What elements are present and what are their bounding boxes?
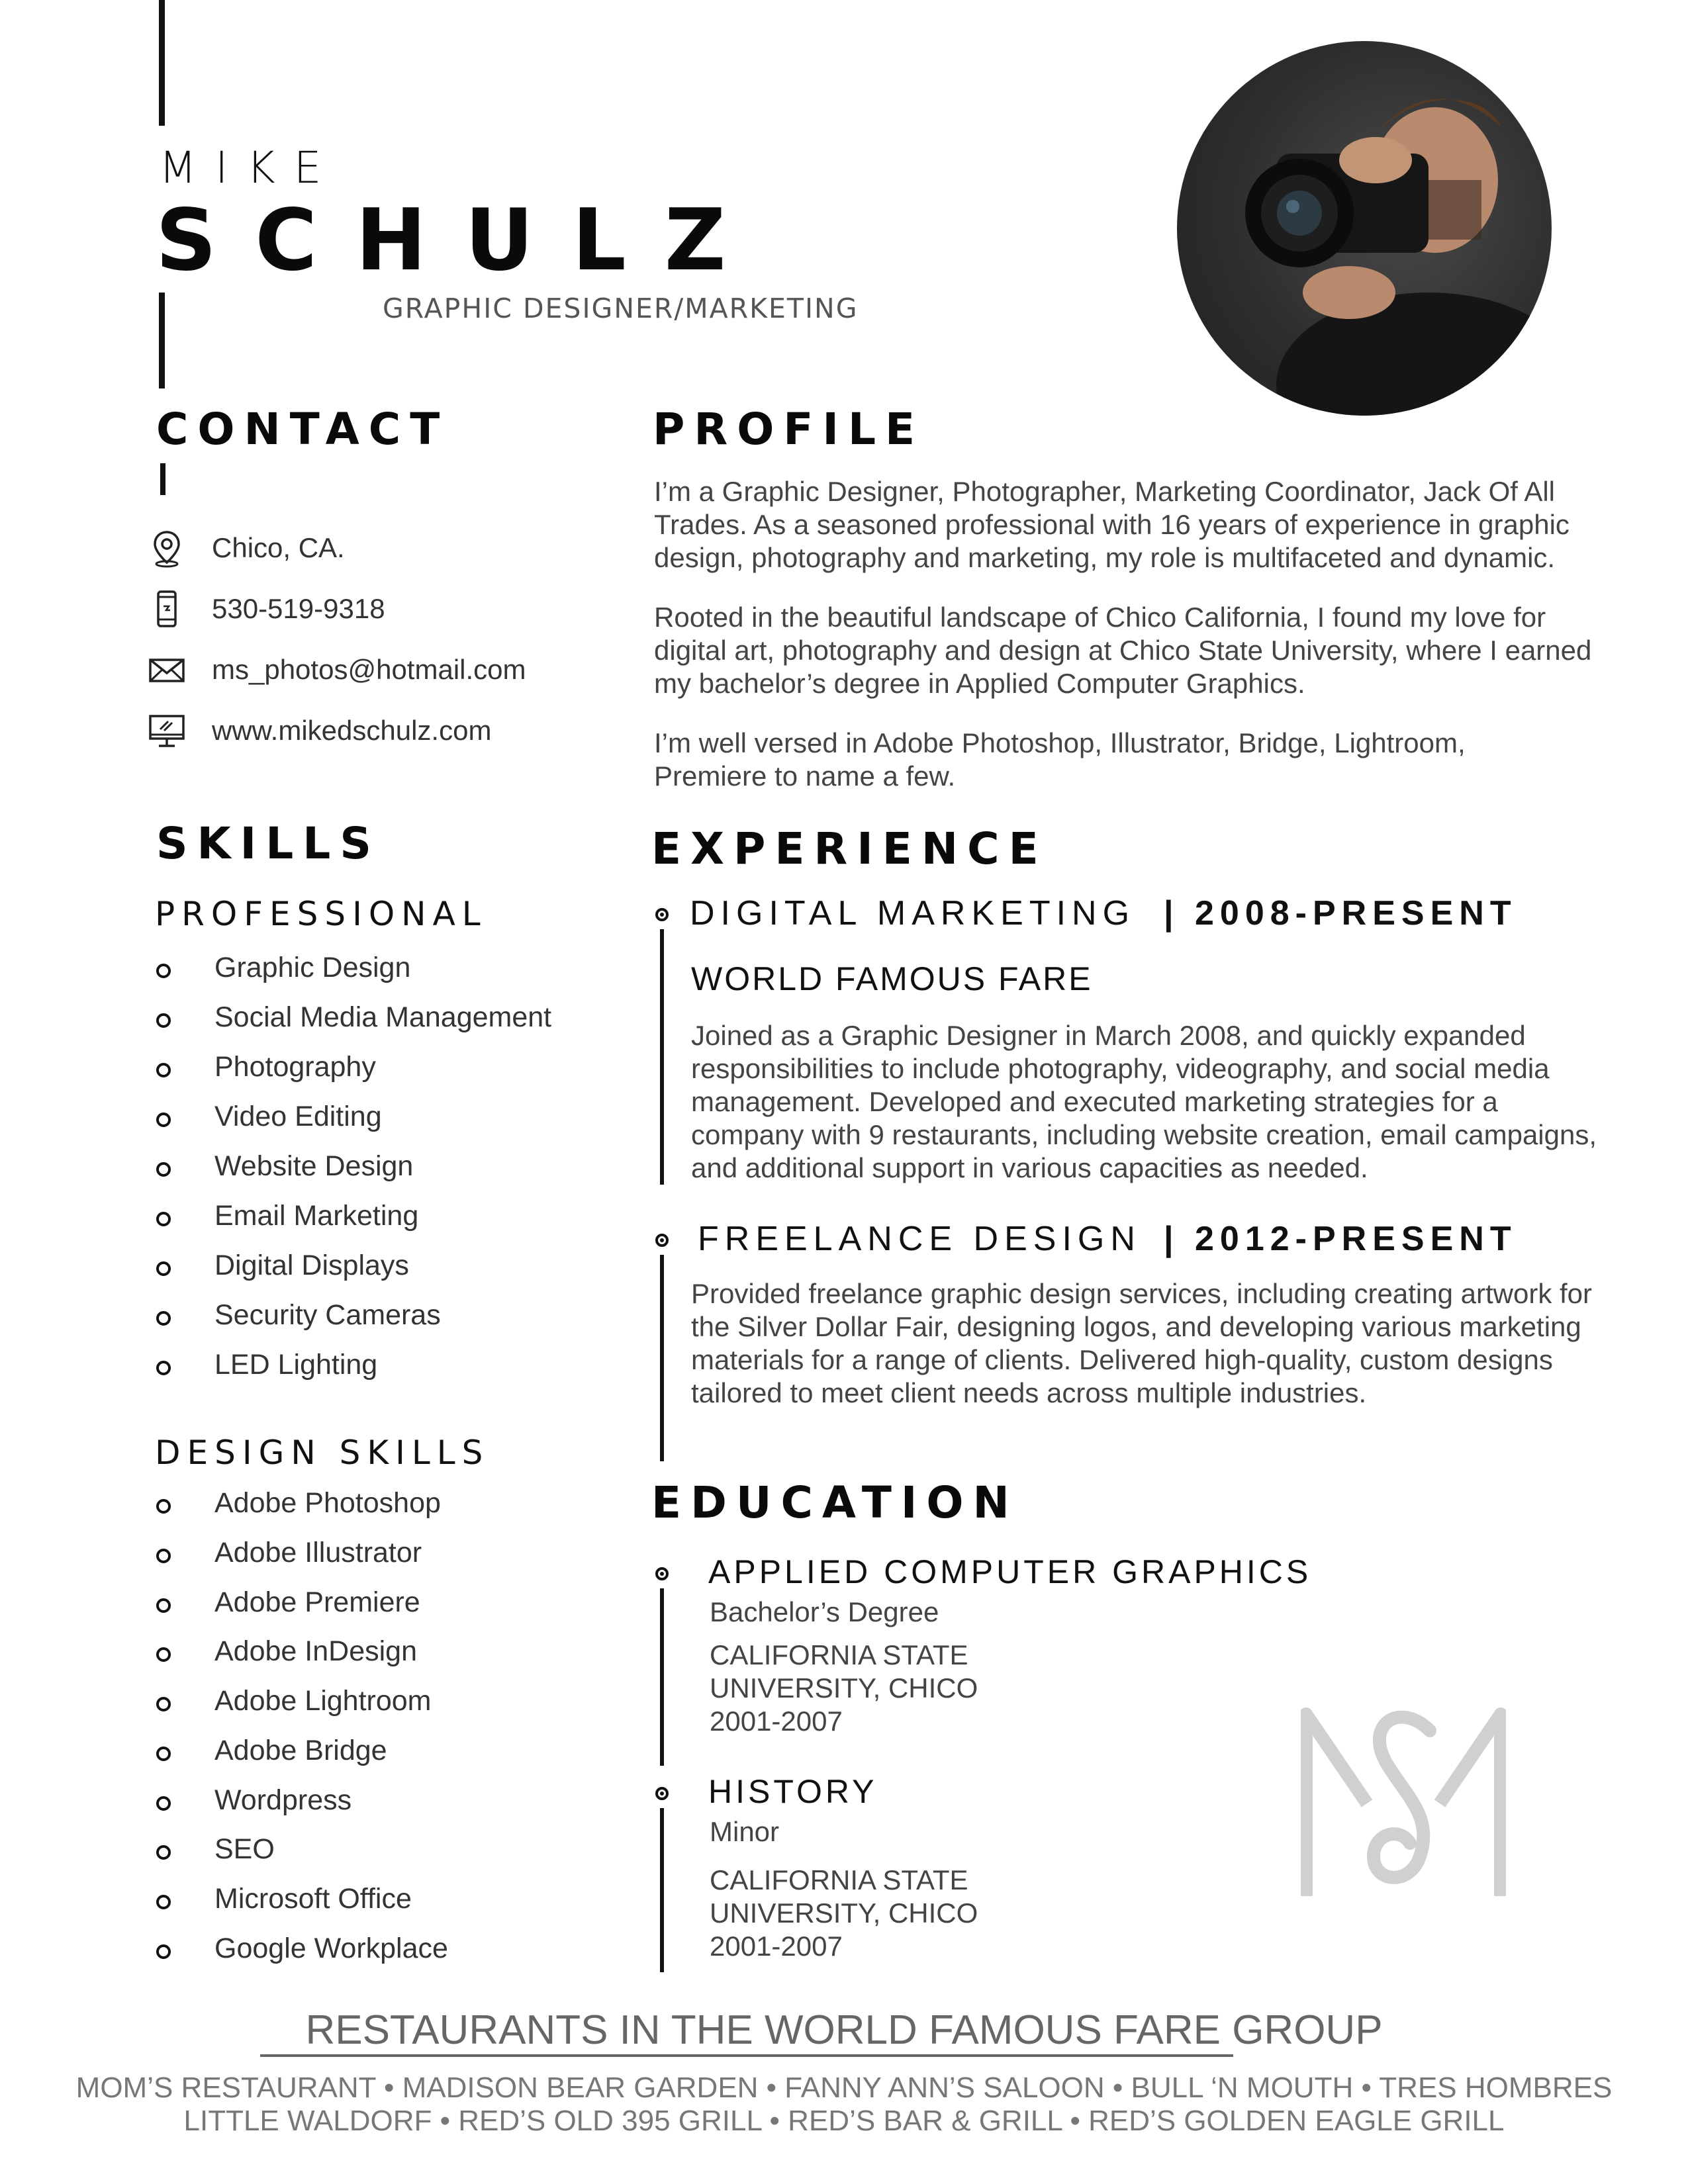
skill-text: LED Lighting [214, 1349, 378, 1381]
last-name: SCHULZ [156, 191, 765, 290]
phone-icon [147, 589, 187, 629]
school-line: UNIVERSITY, CHICO [710, 1672, 978, 1704]
skill-text: Adobe Lightroom [214, 1685, 432, 1717]
bullet-icon [156, 1361, 171, 1375]
professional-skills-heading: PROFESSIONAL [155, 895, 487, 933]
bullet-icon [156, 1311, 171, 1326]
photographer-illustration [1177, 41, 1552, 416]
school-years: 2001-2007 [710, 1931, 843, 1962]
contact-website [147, 711, 492, 751]
design-skills-heading: DESIGN SKILLS [155, 1433, 490, 1472]
job-dates: | 2012-PRESENT [1164, 1220, 1517, 1258]
skill-text: Photography [214, 1051, 376, 1083]
education-heading: EDUCATION [651, 1477, 1019, 1528]
school-line: CALIFORNIA STATE [710, 1639, 968, 1670]
bullet-icon [156, 1944, 171, 1959]
restaurant-list-line: MOM’S RESTAURANT • MADISON BEAR GARDEN • FANNY ANN’S SALOON • BULL ‘N MOUTH • TRES HOMBRES [75, 2071, 1613, 2104]
profile-paragraph: Rooted in the beautiful landscape of Chico California, I found my love for digital art, photography and design at Chico State University, where I earned my bachelor’s degree in Applied Computer Graphics. [654, 602, 1592, 699]
timeline-line [660, 1808, 664, 1972]
contact-location [147, 528, 345, 568]
school-line: CALIFORNIA STATE [710, 1864, 968, 1895]
bullet-icon [156, 1647, 171, 1662]
company-name: WORLD FAMOUS FARE [691, 960, 1093, 997]
skill-text: Adobe Photoshop [214, 1487, 441, 1519]
location-pin-icon [147, 528, 187, 568]
skill-text: Adobe Bridge [214, 1735, 387, 1766]
timeline-line [660, 929, 664, 1185]
top-accent-bar [159, 0, 165, 126]
contact-phone [147, 589, 385, 629]
bullet-icon [156, 1549, 171, 1563]
education-field: APPLIED COMPUTER GRAPHICS [708, 1553, 1312, 1590]
profile-paragraph: I’m well versed in Adobe Photoshop, Illustrator, Bridge, Lightroom, Premiere to name a few. [654, 727, 1466, 792]
skill-text: Adobe Illustrator [214, 1537, 422, 1569]
skill-text: Security Cameras [214, 1299, 441, 1331]
profile-paragraph: I’m a Graphic Designer, Photographer, Marketing Coordinator, Jack Of All Trades. As a seasoned professional with 16 years of experience in graphic design, photography and marketing, my role is multifaceted and dynamic. [654, 476, 1570, 573]
footer-underline [260, 2054, 1233, 2057]
contact-email-text[interactable]: ms_photos@hotmail.com [212, 654, 526, 685]
timeline-dot-icon [655, 1234, 669, 1247]
bullet-icon [156, 1113, 171, 1127]
contact-website-text[interactable]: www.mikedschulz.com [212, 715, 492, 746]
skill-text: Google Workplace [214, 1933, 448, 1964]
bullet-icon [156, 1747, 171, 1761]
school-years: 2001-2007 [710, 1706, 843, 1737]
bullet-icon [156, 1063, 171, 1077]
contact-email [147, 650, 526, 690]
education-school [710, 1639, 1107, 1738]
skill-text: Digital Displays [214, 1250, 409, 1281]
contact-location-text: Chico, CA. [212, 532, 345, 563]
skill-text: SEO [214, 1833, 275, 1865]
profile-photo [1177, 41, 1552, 416]
skill-text: Email Marketing [214, 1200, 419, 1232]
bullet-icon [156, 1895, 171, 1909]
bullet-icon [156, 1499, 171, 1514]
footer-title: RESTAURANTS IN THE WORLD FAMOUS FARE GROUP [305, 2007, 1383, 2053]
bullet-icon [156, 1697, 171, 1711]
skill-text: Social Media Management [214, 1001, 552, 1033]
first-name: MIKE [159, 142, 340, 193]
job-title: GRAPHIC DESIGNER/MARKETING [383, 293, 859, 324]
skill-text: Graphic Design [214, 952, 411, 983]
education-degree: Minor [710, 1816, 780, 1847]
skill-text: Video Editing [214, 1101, 382, 1132]
envelope-icon [147, 650, 187, 690]
monitor-icon [147, 711, 187, 751]
ms-monogram-logo [1301, 1704, 1506, 1903]
education-school [710, 1864, 1107, 1963]
timeline-dot-icon [655, 1567, 669, 1580]
timeline-dot-icon [655, 1787, 669, 1800]
skill-text: Adobe InDesign [214, 1635, 417, 1667]
profile-heading: PROFILE [653, 404, 925, 455]
bullet-icon [156, 964, 171, 978]
timeline-line [660, 1588, 664, 1766]
timeline-dot-icon [655, 908, 669, 921]
skill-text: Microsoft Office [214, 1883, 412, 1915]
skills-heading: SKILLS [156, 818, 381, 869]
education-field: HISTORY [708, 1773, 878, 1810]
bullet-icon [156, 1845, 171, 1860]
restaurant-list-line: LITTLE WALDORF • RED’S OLD 395 GRILL • RED’S BAR & GRILL • RED’S GOLDEN EAGLE GRILL [183, 2105, 1505, 2137]
bullet-icon [156, 1598, 171, 1613]
bullet-icon [156, 1261, 171, 1276]
bullet-icon [156, 1796, 171, 1811]
job-title: DIGITAL MARKETING [690, 894, 1136, 933]
job-title: FREELANCE DESIGN [698, 1220, 1141, 1258]
experience-heading: EXPERIENCE [651, 823, 1048, 874]
school-line: UNIVERSITY, CHICO [710, 1897, 978, 1929]
job-description: Joined as a Graphic Designer in March 2008, and quickly expanded responsibilities to include photography, videography, and social media management. Developed and executed marketing strategies for a company with 9 restaurants, including website creation, email campaigns, and additional support in various capacities as needed. [691, 1020, 1597, 1183]
contact-accent-bar [160, 463, 165, 495]
contact-heading: CONTACT [156, 404, 449, 455]
job-description: Provided freelance graphic design services, including creating artwork for the Silver Dollar Fair, designing logos, and developing various marketing materials for a range of clients. Delivered high-quality, custom designs tailored to meet client needs across multiple industries. [691, 1278, 1593, 1408]
bullet-icon [156, 1013, 171, 1028]
education-degree: Bachelor’s Degree [710, 1596, 939, 1627]
skill-text: Wordpress [214, 1784, 352, 1816]
contact-phone-text[interactable]: 530-519-9318 [212, 593, 385, 624]
job-dates: | 2008-PRESENT [1164, 894, 1517, 933]
name-accent-bar [159, 293, 165, 388]
bullet-icon [156, 1162, 171, 1177]
skill-text: Website Design [214, 1150, 414, 1182]
skill-text: Adobe Premiere [214, 1586, 420, 1618]
bullet-icon [156, 1212, 171, 1226]
timeline-line [660, 1255, 664, 1461]
